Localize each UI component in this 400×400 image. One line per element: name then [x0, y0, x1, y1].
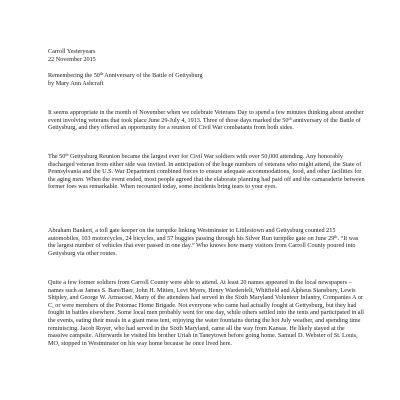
paragraph-1	[48, 109, 366, 132]
paragraph-2-ordinal: th	[65, 152, 69, 157]
paragraph-2-end: Gettysburg Reunion became the largest ever for Civil War soldiers with over 50,000 attending. Any honorably discharged veteran from either side was invited. In anticipation of the huge numbers of veterans who might attend, the State of Pennsylvania and the U.S. War Department combined forces to ensure adequate accommodations, food, and other facilities for the aging men. When the event ended, most people agreed that the elaborate planning had paid off and the camaraderie between former foes was remarkable. When recounted today, some incidents bring tears to your eyes.	[48, 153, 365, 191]
paragraph-3-start: Abraham Bankert, a toll gate keeper on the turnpike linking Westminster to Littlestown and Gettysburg counted 215 automobiles, 103 motorcycles, 24 bicycles, and 57 buggies passing through his Silver Run turnpike gate on June 29	[48, 227, 336, 242]
paragraph-3-ordinal: th	[334, 233, 338, 239]
paragraph-1-end: anniversary of the Battle of Gettysburg, and they offered an opportunity for a reunion of Civil War combatants from both sides.	[48, 116, 361, 132]
paragraph-2-start: The 50	[48, 153, 66, 160]
byline: by Mary Ann Ashcraft	[48, 80, 104, 87]
paragraph-3	[48, 227, 366, 257]
title-ordinal: th	[99, 71, 104, 76]
paragraph-2	[48, 153, 366, 191]
paragraph-3-end: . “It was the largest number of vehicles that ever passed in one day.” Who knows how many visitors from Carroll County poured into Gettysburg via other routes.	[48, 234, 359, 257]
article-date: 22 November 2015	[48, 56, 96, 63]
paragraph-1-start: It seems appropriate in the month of November when we celebrate Veterans Day to spend a few minutes thinking about another event involving veterans that took place June 29-July 4, 1913. Three of those days marked the 50	[48, 109, 364, 124]
title-start: Remembering the 50	[48, 72, 100, 79]
paragraph-4: Quite a few former soldiers from Carroll County were able to attend. At least 20 names appeared in the local newspapers – names such as James S. Bare/Baer, John H. Mitten, Levi Myers, Henry Wardenfelt, Whitfield and Alpheus Stansbury, Lewis Shipley, and George W. Armacost. Many of the attendees had served in the Sixth Maryland Volunteer Infantry, Companies A or C, or were members of the Potomac Home Brigade. Not everyone who came had actually fought at Gettysburg, but they had fought in battles elsewhere. Some local men probably went for one day, while others settled into the tents and participated in all the events, eating their meals in a giant mess tent, enjoying the water fountains during the hot July weather, and spending time reminiscing. Jacob Royer, who had served in the Sixth Maryland, came all the way from Kansas. He likely stayed at the massive campsite. Afterwards he visited his brother Uriah in Taneytown before going home. Samuel D. Webster of St. Louis, MO, stopped in Westminster on his way home because he once lived here.	[48, 279, 364, 347]
paragraph-1-ordinal: th	[288, 115, 292, 121]
column-name: Carroll Yesteryears	[48, 48, 96, 55]
title-end: Anniversary of the Battle of Gettysburg	[103, 72, 203, 79]
article-title	[48, 72, 203, 79]
